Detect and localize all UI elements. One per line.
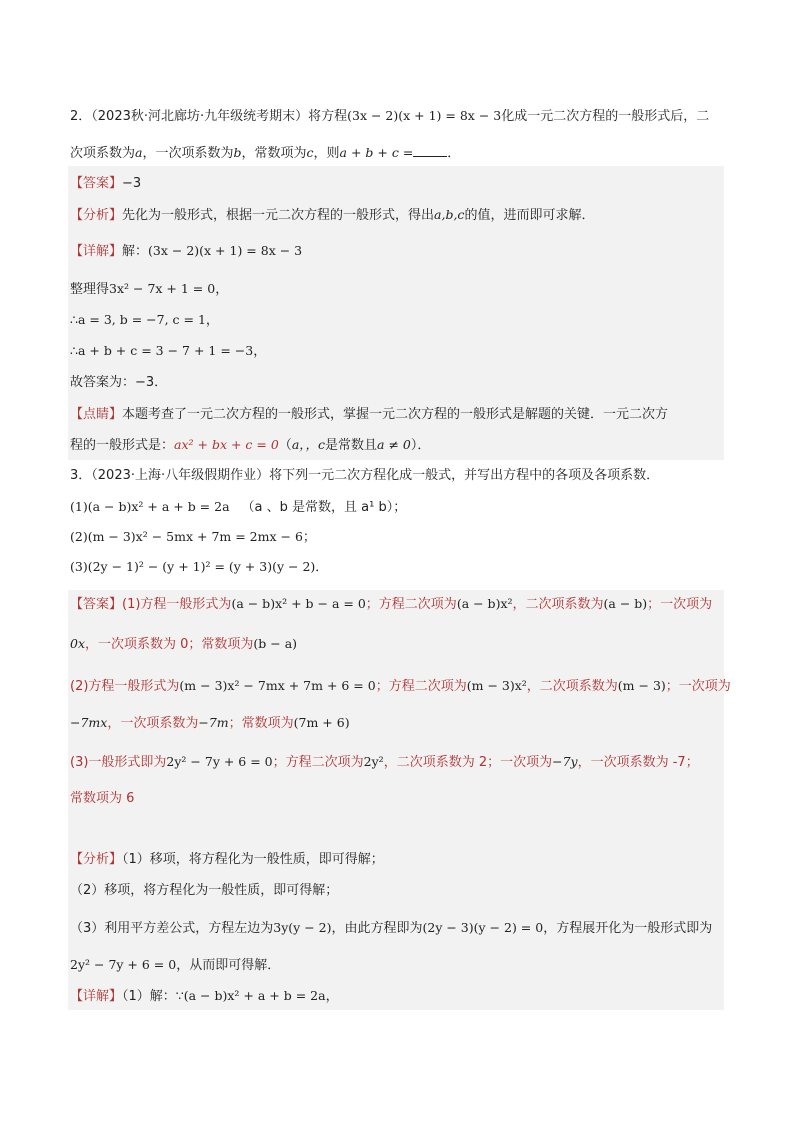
q3-analysis4: 2y² − 7y + 6 = 0，从而即可得解． bbox=[70, 957, 281, 973]
q2-step3: ∴a + b + c = 3 − 7 + 1 = −3， bbox=[70, 343, 267, 359]
q3-answer2-line2: −7mx，一次项系数为−7m；常数项为(7m + 6) bbox=[70, 715, 350, 731]
q3-detail: 【详解】（1）解：∵(a − b)x² + a + b = 2a， bbox=[70, 988, 339, 1004]
q2-comment-line1: 【点睛】本题考查了一元二次方程的一般形式，掌握一元二次方程的一般形式是解题的关键．一元二次方 bbox=[70, 407, 669, 422]
q3-answer3-line2: 常数项为 6 bbox=[70, 791, 135, 806]
q3-item1: (1)(a − b)x² + a + b = 2a （a 、b 是常数，且 a¹ b）； bbox=[70, 499, 407, 515]
q3-analysis3: （3）利用平方差公式，方程左边为3y(y − 2)，由此方程即为(2y − 3)(y − 2) = 0，方程展开化为一般形式即为 bbox=[70, 920, 713, 936]
q3-answer2-line1: (2)方程一般形式为(m − 3)x² − 7mx + 7m + 6 = 0；方程二次项为(m − 3)x²，二次项系数为(m − 3)；一次项为 bbox=[70, 678, 731, 694]
equation: (3x − 2)(x + 1) = 8x − 3 bbox=[347, 108, 502, 123]
q3-title: 3．（2023·上海·八年级假期作业）将下列一元二次方程化成一般式，并写出方程中的各项及各项系数． bbox=[70, 468, 660, 483]
q3-item2: (2)(m − 3)x² − 5mx + 7m = 2mx − 6； bbox=[70, 529, 316, 545]
q2-stem-line1: 2．（2023秋·河北廊坊·九年级统考期末）将方程(3x − 2)(x + 1) = 8x − 3化成一元二次方程的一般形式后，二 bbox=[70, 108, 710, 124]
q3-answer1-line2: 0x，一次项系数为 0；常数项为(b − a) bbox=[70, 636, 298, 652]
q3-answer3-line1: (3)一般形式即为2y² − 7y + 6 = 0；方程二次项为2y²，二次项系数为 2；一次项为−7y，一次项系数为 -7； bbox=[70, 754, 699, 770]
q2-step1: 整理得3x² − 7x + 1 = 0， bbox=[70, 281, 229, 297]
q2-step2: ∴a = 3, b = −7, c = 1， bbox=[70, 312, 219, 328]
q3-item3: (3)(2y − 1)² − (y + 1)² = (y + 3)(y − 2)． bbox=[70, 559, 329, 575]
q3-analysis2: （2）移项，将方程化为一般性质，即可得解； bbox=[70, 883, 339, 898]
q2-answer: 【答案】−3 bbox=[70, 176, 142, 191]
q2-comment-line2: 程的一般形式是：ax² + bx + c = 0（a，，c是常数且a ≠ 0）． bbox=[70, 437, 431, 453]
q2-stem-line2: 次项系数为a，一次项系数为b，常数项为c，则a + b + c = ． bbox=[70, 145, 461, 161]
q2-step4: 故答案为：−3． bbox=[70, 375, 168, 390]
q2-analysis: 【分析】先化为一般形式，根据一元二次方程的一般形式，得出a,b,c的值，进而即可求解． bbox=[70, 207, 595, 223]
q2-detail: 【详解】解：(3x − 2)(x + 1) = 8x − 3 bbox=[70, 243, 303, 259]
answer-blank bbox=[413, 144, 447, 157]
q3-analysis1: 【分析】（1）移项，将方程化为一般性质，即可得解； bbox=[70, 852, 384, 867]
q3-answer1-line1: 【答案】(1)方程一般形式为(a − b)x² + b − a = 0；方程二次项为(a − b)x²，二次项系数为(a − b)；一次项为 bbox=[70, 596, 713, 612]
